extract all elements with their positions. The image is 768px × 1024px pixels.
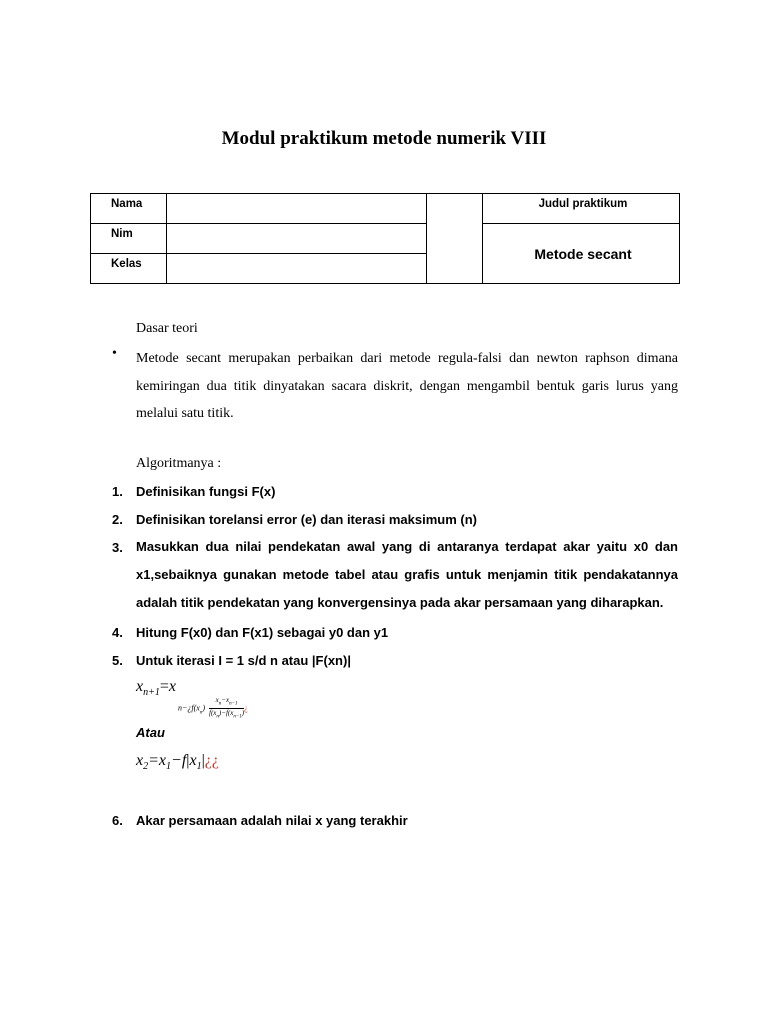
step-text: Definisikan fungsi F(x) (136, 484, 276, 499)
atau-label: Atau (136, 725, 165, 740)
bullet-icon: • (112, 346, 117, 361)
step-number: 3. (112, 540, 123, 555)
nim-label: Nim (91, 224, 167, 254)
nama-label: Nama (91, 194, 167, 224)
step-number: 1. (112, 484, 123, 499)
secant-formula: $x_{n+1}=x$ (136, 678, 176, 699)
secant-formula-subscript: $n-¿f(x_n)$ $\frac{x_n-x_{n-1}}{f(x_n)-f(x_{n-1})}$ ¿ (178, 696, 248, 720)
spacer-cell (427, 194, 483, 284)
kelas-label: Kelas (91, 254, 167, 284)
step-text: Definisikan torelansi error (e) dan iterasi maksimum (n) (136, 512, 477, 527)
step-number: 6. (112, 813, 123, 828)
step-number: 5. (112, 653, 123, 668)
step-text: Hitung F(x0) dan F(x1) sebagai y0 dan y1 (136, 625, 389, 640)
judul-label: Judul praktikum (483, 194, 680, 224)
algoritma-heading: Algoritmanya : (136, 456, 222, 471)
nama-value-cell (167, 194, 427, 224)
step-number: 4. (112, 625, 123, 640)
step-text: Untuk iterasi I = 1 s/d n atau |F(xn)| (136, 653, 351, 668)
info-table (90, 193, 680, 284)
judul-value: Metode secant (483, 224, 680, 284)
kelas-value-cell (167, 254, 427, 284)
step-text: Masukkan dua nilai pendekatan awal yang di antaranya terdapat akar yaitu x0 dan x1,sebaiknya gunakan metode tabel atau grafis untuk menjamin titik pendakatannya adalah titik pendekatan yang konvergensinya pada akar persamaan yang diharapkan. (136, 539, 678, 610)
dasar-teori-heading: Dasar teori (136, 321, 198, 336)
secant-formula-alt: $x_2=x_1-f|x_1|¿¿$ (136, 752, 219, 773)
step-number: 2. (112, 512, 123, 527)
document-title: Modul praktikum metode numerik VIII (221, 128, 547, 149)
nim-value-cell (167, 224, 427, 254)
dasar-teori-paragraph: Metode secant merupakan perbaikan dari metode regula-falsi dan newton raphson dimana kemiringan dua titik dinyatakan sacara diskrit, dengan mengambil bentuk garis lurus yang melalui satu titik. (136, 351, 678, 421)
step-text: Akar persamaan adalah nilai x yang terakhir (136, 813, 408, 828)
